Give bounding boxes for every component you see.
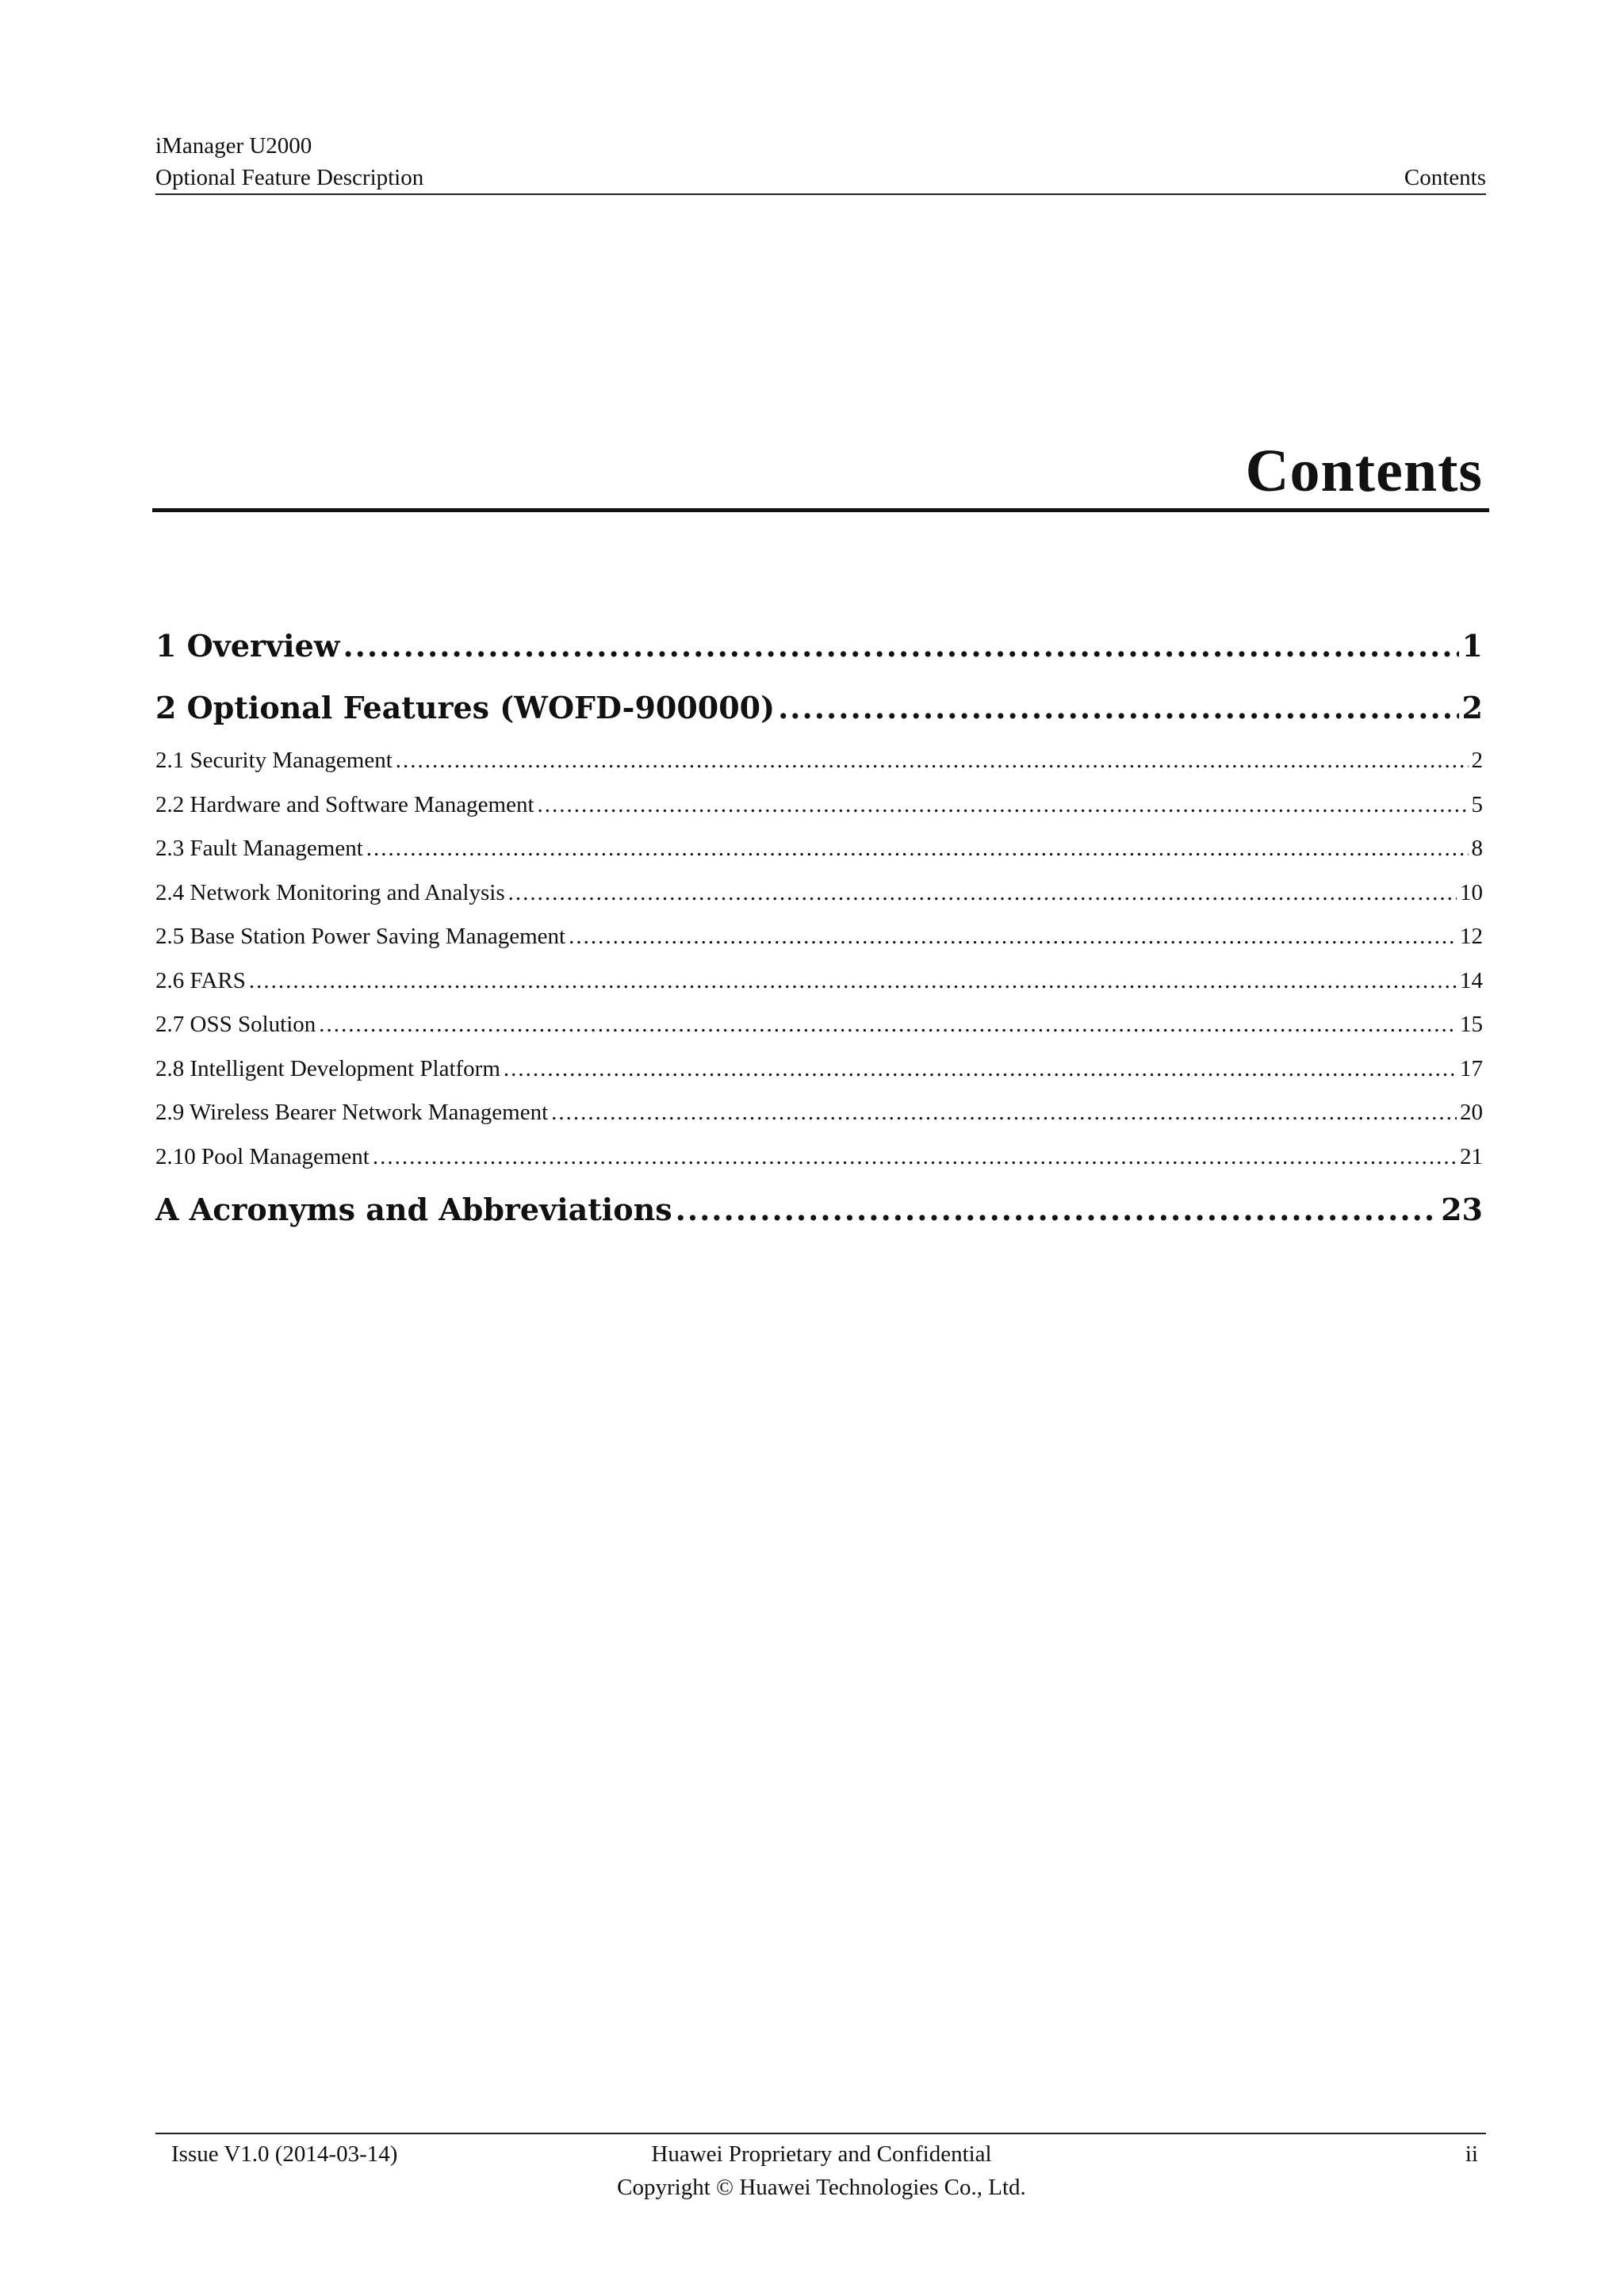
toc-entry-label: 2.9 Wireless Bearer Network Management — [155, 1100, 549, 1125]
toc-entry-page-number: 2 — [1471, 748, 1483, 773]
toc-entry-page-number: 2 — [1461, 690, 1483, 725]
title-divider — [152, 508, 1489, 512]
toc-entry[interactable] — [155, 959, 1483, 1004]
toc-dot-leader — [366, 827, 1469, 871]
toc-entry-page-number: 17 — [1460, 1055, 1483, 1081]
page-title: Contents — [1245, 438, 1483, 504]
toc-entry-label: 2.4 Network Monitoring and Analysis — [155, 879, 505, 905]
toc-entry-page-number: 5 — [1471, 791, 1483, 817]
toc-entry[interactable] — [155, 871, 1483, 916]
toc-entry-label: 2.3 Fault Management — [155, 836, 363, 861]
toc-entry-label: 2.8 Intelligent Development Platform — [155, 1055, 500, 1081]
toc-entry-page-number: 23 — [1441, 1192, 1483, 1227]
toc-entry[interactable] — [155, 739, 1483, 783]
toc-entry[interactable] — [155, 1135, 1483, 1180]
toc-entry[interactable] — [155, 1179, 1483, 1241]
toc-entry[interactable] — [155, 677, 1483, 739]
toc-entry-label: 2.5 Base Station Power Saving Management — [155, 924, 566, 949]
page-header — [155, 130, 1486, 193]
footer-page-number: ii — [1465, 2141, 1478, 2167]
toc-entry[interactable] — [155, 1047, 1483, 1092]
toc-dot-leader — [319, 1003, 1457, 1047]
toc-entry[interactable] — [155, 827, 1483, 871]
toc-entry-label: 2 Optional Features (WOFD-900000) — [155, 690, 776, 725]
header-section: Contents — [1404, 165, 1486, 190]
toc-entry-label: 2.6 FARS — [155, 967, 246, 993]
toc-entry-page-number: 21 — [1460, 1143, 1483, 1169]
toc-entry[interactable] — [155, 783, 1483, 828]
header-document-title: Optional Feature Description — [155, 165, 424, 190]
toc-entry-label: 2.1 Security Management — [155, 748, 393, 773]
toc-entry-label: 2.7 OSS Solution — [155, 1012, 316, 1037]
toc-dot-leader — [504, 1047, 1457, 1092]
header-product: iManager U2000 — [155, 133, 312, 159]
toc-dot-leader — [538, 783, 1469, 828]
toc-dot-leader — [508, 871, 1457, 916]
toc-entry-page-number: 1 — [1461, 628, 1483, 664]
toc-dot-leader — [343, 615, 1458, 677]
toc-entry-label: 1 Overview — [155, 628, 340, 664]
toc-entry[interactable] — [155, 1091, 1483, 1135]
toc-dot-leader — [676, 1179, 1438, 1241]
toc-entry-page-number: 12 — [1460, 924, 1483, 949]
toc-entry-page-number: 20 — [1460, 1100, 1483, 1125]
footer-copyright: Copyright © Huawei Technologies Co., Ltd. — [617, 2175, 1026, 2200]
header-divider — [155, 193, 1486, 195]
toc-dot-leader — [373, 1135, 1457, 1180]
toc-entry-page-number: 8 — [1471, 836, 1483, 861]
toc-entry-label: A Acronyms and Abbreviations — [155, 1192, 672, 1227]
toc-dot-leader — [396, 739, 1469, 783]
footer-confidential: Huawei Proprietary and Confidential — [651, 2141, 992, 2167]
table-of-contents — [155, 615, 1483, 1241]
footer-center — [473, 2137, 1170, 2204]
footer-divider — [155, 2133, 1486, 2134]
toc-dot-leader — [778, 677, 1458, 739]
toc-entry[interactable] — [155, 1003, 1483, 1047]
header-row — [155, 162, 1486, 193]
toc-dot-leader — [569, 915, 1457, 959]
toc-entry-page-number: 15 — [1460, 1012, 1483, 1037]
toc-dot-leader — [249, 959, 1457, 1004]
toc-entry-page-number: 10 — [1460, 879, 1483, 905]
toc-entry[interactable] — [155, 915, 1483, 959]
toc-entry-label: 2.10 Pool Management — [155, 1143, 370, 1169]
toc-entry[interactable] — [155, 615, 1483, 677]
toc-dot-leader — [551, 1091, 1457, 1135]
toc-entry-label: 2.2 Hardware and Software Management — [155, 791, 534, 817]
footer-issue: Issue V1.0 (2014-03-14) — [171, 2141, 398, 2167]
toc-entry-page-number: 14 — [1460, 967, 1483, 993]
